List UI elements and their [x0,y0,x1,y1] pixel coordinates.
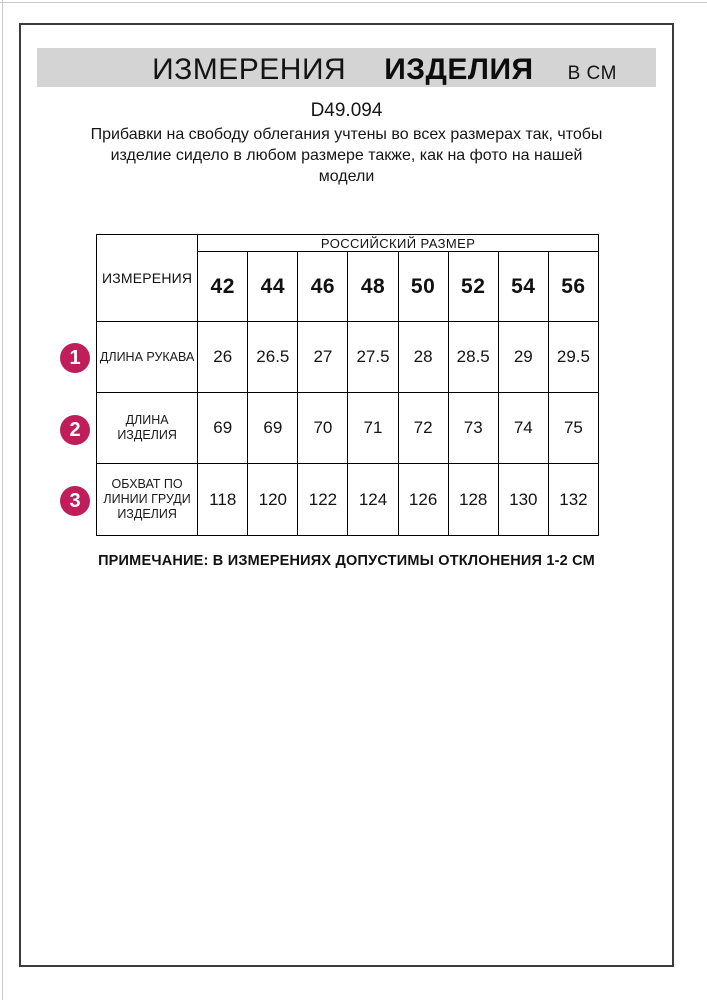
title-word-measurements: ИЗМЕРЕНИЯ [152,53,347,86]
table-cell: 128 [448,464,498,536]
size-header: 52 [448,252,498,322]
size-header: 54 [498,252,548,322]
table-cell: 29 [498,322,548,393]
table-group-header-row [97,235,599,252]
table-row-sleeve-length [97,322,599,393]
intro-line: Прибавки на свободу облегания учтены во всех размерах так, чтобы [90,126,603,143]
size-table [96,234,599,536]
title-word-product: ИЗДЕЛИЯ [384,53,534,86]
table-cell: 126 [398,464,448,536]
table-cell: 69 [198,393,248,464]
table-group-header: РОССИЙСКИЙ РАЗМЕР [198,235,599,252]
table-cell: 120 [248,464,298,536]
table-cell: 26.5 [248,322,298,393]
table-cell: 73 [448,393,498,464]
row-marker-2: 2 [60,415,90,445]
table-cell: 122 [298,464,348,536]
note-text: ПРИМЕЧАНИЕ: В ИЗМЕРЕНИЯХ ДОПУСТИМЫ ОТКЛОНЕНИЯ 1-2 СМ [98,553,595,569]
row-marker-3: 3 [60,486,90,516]
table-cell: 71 [348,393,398,464]
table-corner-label: ИЗМЕРЕНИЯ [97,235,198,322]
table-cell: 26 [198,322,248,393]
size-header: 48 [348,252,398,322]
title-unit-cm: В СМ [567,63,617,84]
table-cell: 124 [348,464,398,536]
size-header: 56 [548,252,598,322]
intro-paragraph [19,124,674,187]
table-cell: 28.5 [448,322,498,393]
intro-line: модели [318,168,375,185]
size-header: 50 [398,252,448,322]
table-cell: 74 [498,393,548,464]
size-header: 44 [248,252,298,322]
table-cell: 132 [548,464,598,536]
size-header: 42 [198,252,248,322]
table-cell: 69 [248,393,298,464]
row-label: ДЛИНА ИЗДЕЛИЯ [97,393,198,464]
intro-line: изделие сидело в любом размере также, как на фото на нашей [110,147,583,164]
table-cell: 118 [198,464,248,536]
table-cell: 72 [398,393,448,464]
table-row-item-length [97,393,599,464]
scan-edge-top [0,2,707,3]
table-cell: 27 [298,322,348,393]
table-cell: 130 [498,464,548,536]
table-cell: 27.5 [348,322,398,393]
table-cell: 28 [398,322,448,393]
row-label: ОБХВАТ ПО ЛИНИИ ГРУДИ ИЗДЕЛИЯ [97,464,198,536]
scan-edge-left [2,0,3,1000]
table-cell: 75 [548,393,598,464]
table-cell: 29.5 [548,322,598,393]
row-marker-1: 1 [60,343,90,373]
title-bar [37,48,656,87]
table-row-chest-girth [97,464,599,536]
row-label: ДЛИНА РУКАВА [97,322,198,393]
product-code: D49.094 [310,100,383,121]
size-header: 46 [298,252,348,322]
table-cell: 70 [298,393,348,464]
